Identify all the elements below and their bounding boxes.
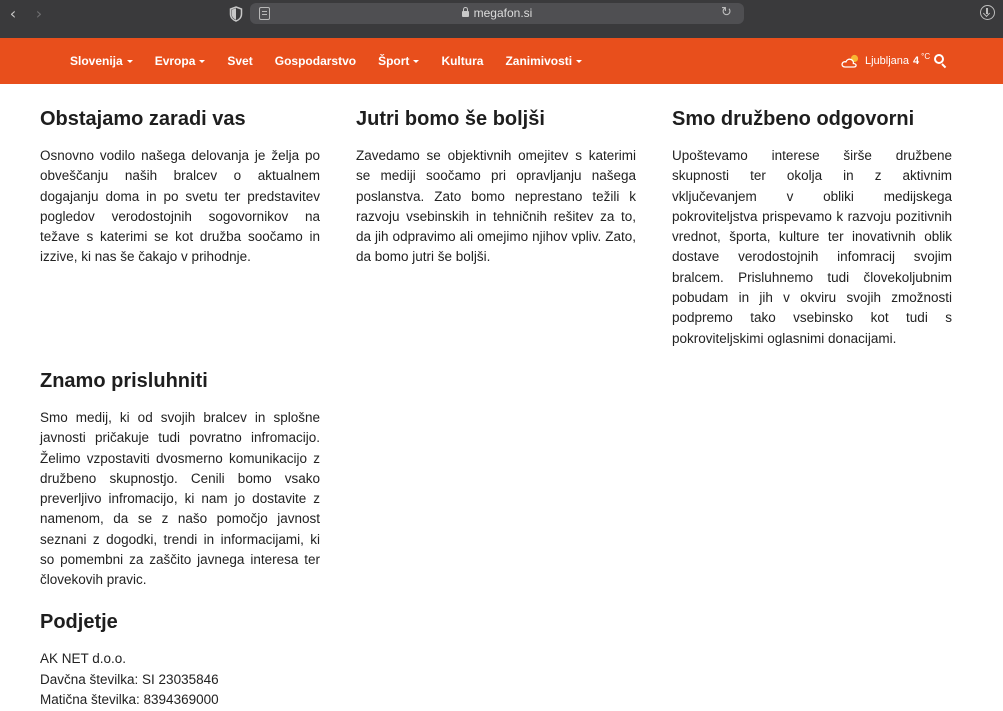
menu-item-zanimivosti[interactable] [505, 54, 582, 68]
section-title: Smo družbeno odgovorni [672, 108, 915, 130]
section-title: Podjetje [40, 611, 118, 633]
section-title: Znamo prisluhniti [40, 370, 208, 392]
section-body: Smo medij, ki od svojih bralcev in splošne javnosti pričakuje tudi povratno infromacijo. Želimo vzpostaviti dvosmerno komunikacijo z družbeno skupnostjo. Cenili bomo vsako preverljivo infromacijo, ki nam jo dostavite z namenom, da se z našo pomočjo javnost seznani z dogodki, trendi in informacijami, ki so pomembni za zaščito javnega interesa ter človekovih pravic. [40, 410, 320, 588]
menu-item-label: Slovenija [70, 54, 123, 68]
url-display[interactable] [250, 6, 744, 21]
section-odgovorni [672, 107, 952, 349]
menu-item-label: Gospodarstvo [274, 54, 357, 68]
main-menu [70, 38, 604, 84]
weather-widget[interactable] [840, 52, 930, 70]
reload-icon[interactable]: ↻ [721, 5, 732, 20]
section-podjetje [40, 610, 320, 711]
menu-item-label: Zanimivosti [505, 54, 573, 68]
partly-cloudy-icon [840, 53, 862, 69]
section-body: Osnovno vodilo našega delovanja je želja po obveščanju naših bralcev o aktualnem dogajanju doma in po svetu ter predstavitev pogledov verodostojnih sogovornikov na težave s katerimi se kot družba soočamo in izzive, ki nas še čakajo v prihodnje. [40, 148, 320, 265]
section-body: Upoštevamo interese širše družbene skupnosti ter okolja in z aktivnim vključevanjem v obliki medijskega pokroviteljstva prispevamo k razvoju pozitivnih vrednot, športa, kulture ter inovativnih oblik dostave verodostojnih infomracij svojim bralcem. Prisluhnemo tudi človekoljubnim pobudam in jih v okviru svojih zmožnosti podpremo tako vsebinsko kot tudi s pokroviteljskimi oglasnimi donacijami. [672, 148, 952, 346]
section-title: Obstajamo zaradi vas [40, 108, 246, 130]
menu-item-kultura[interactable] [441, 54, 483, 68]
weather-unit: °C [921, 51, 931, 61]
company-tax-number: Davčna številka: SI 23035846 [40, 671, 219, 687]
download-icon[interactable] [980, 5, 995, 20]
weather-temp: 4 [913, 55, 920, 67]
company-name: AK NET d.o.o. [40, 651, 127, 666]
chevron-down-icon [413, 60, 419, 63]
chevron-down-icon [576, 60, 582, 63]
menu-item-sport[interactable] [378, 54, 419, 68]
menu-item-slovenija[interactable] [70, 54, 133, 68]
url-text: megafon.si [473, 6, 533, 20]
section-body: Zavedamo se objektivnih omejitev s katerimi se mediji soočamo pri opravljanju našega poslanstva. Zato bomo neprestano težili k razvoju vsebinskih in tehničnih rešitev za to, da jih odpravimo ali omejimo njihov vpliv. Zato, da bomo jutri še boljši. [356, 148, 636, 265]
menu-item-label: Kultura [441, 54, 484, 68]
menu-item-label: Svet [227, 54, 253, 68]
site-navbar [0, 38, 1003, 84]
back-arrow-icon[interactable]: ‹ [9, 4, 17, 23]
section-obstajamo [40, 107, 320, 268]
lock-icon [462, 11, 469, 17]
weather-city: Ljubljana [865, 55, 910, 67]
browser-toolbar [0, 0, 1003, 38]
company-registration-number: Matična številka: 8394369000 [40, 692, 219, 707]
address-bar[interactable] [250, 3, 744, 24]
menu-item-gospodarstvo[interactable] [275, 54, 356, 68]
menu-item-svet[interactable] [227, 54, 252, 68]
search-icon[interactable] [934, 54, 947, 67]
menu-item-label: Šport [378, 54, 410, 68]
menu-item-evropa[interactable] [155, 54, 206, 68]
section-jutri [356, 107, 636, 268]
chevron-down-icon [199, 60, 205, 63]
section-title: Jutri bomo še boljši [356, 108, 545, 130]
section-prisluhniti [40, 369, 320, 591]
company-info [40, 649, 320, 711]
shield-icon[interactable] [229, 6, 243, 22]
forward-arrow-icon[interactable]: › [35, 4, 43, 23]
chevron-down-icon [127, 60, 133, 63]
menu-item-label: Evropa [154, 54, 196, 68]
